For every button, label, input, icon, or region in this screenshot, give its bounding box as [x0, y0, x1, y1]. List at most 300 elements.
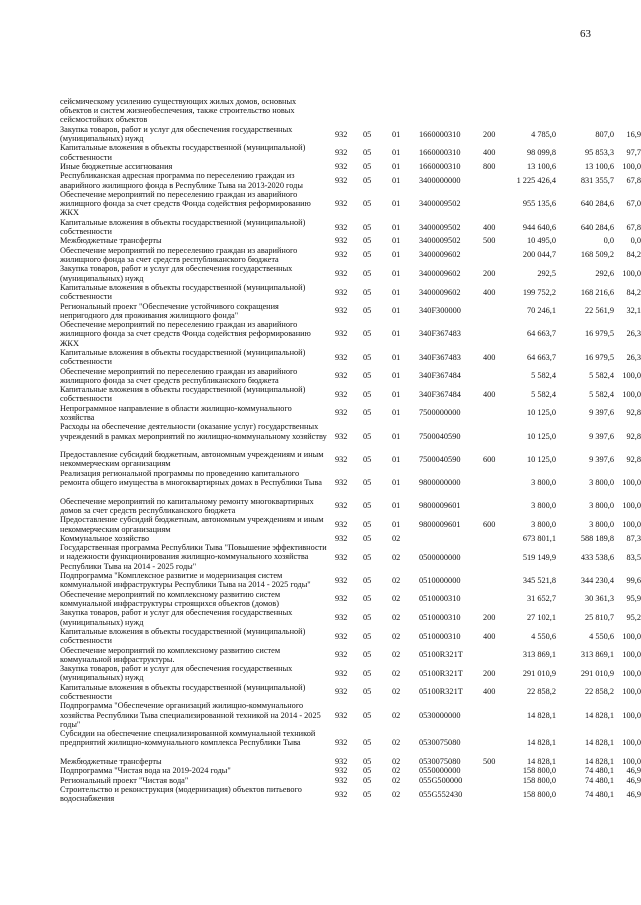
table-row	[60, 468, 641, 497]
cell-csr: 340F367483	[419, 329, 461, 339]
cell-name: Закупка товаров, работ и услуг для обеспечения государственных (муниципальных) нужд	[60, 608, 293, 627]
cell-sub: 02	[392, 612, 401, 622]
cell-adm: 932	[335, 687, 348, 697]
cell-vr: 800	[483, 162, 496, 172]
cell-fact: 74 480,1	[584, 775, 614, 785]
table-row	[60, 766, 641, 776]
cell-name: Обеспечение мероприятий по переселению граждан из аварийного жилищного фонда за счет средств Фонда содействия реформированию ЖКХ	[60, 189, 311, 218]
cell-adm: 932	[335, 250, 348, 260]
cell-adm: 932	[335, 789, 348, 799]
table-row	[60, 320, 641, 348]
cell-adm: 932	[335, 575, 348, 585]
cell-csr: 05100R321T	[419, 668, 463, 678]
cell-name: Обеспечение мероприятий по переселению граждан из аварийного жилищного фонда за счет средств республиканского бюджета	[60, 366, 298, 385]
cell-name: Коммунальное хозяйство	[60, 533, 150, 543]
cell-sec: 05	[363, 129, 372, 139]
cell-fact: 22 561,9	[584, 306, 614, 316]
cell-sec: 05	[363, 631, 372, 641]
cell-fact: 14 828,1	[584, 710, 614, 720]
cell-vr: 400	[483, 687, 496, 697]
cell-sec: 05	[363, 533, 372, 543]
cell-vr: 500	[483, 757, 496, 767]
cell-pct: 100,0	[622, 268, 641, 278]
cell-adm: 932	[335, 631, 348, 641]
cell-sec: 05	[363, 668, 372, 678]
table-row	[60, 589, 641, 609]
cell-csr: 1660000310	[419, 148, 461, 158]
cell-csr: 3400009502	[419, 236, 461, 246]
cell-vr: 200	[483, 129, 496, 139]
cell-sec: 05	[363, 575, 372, 585]
cell-sub: 01	[392, 129, 401, 139]
cell-csr: 9800009601	[419, 520, 461, 529]
cell-sub: 01	[392, 454, 401, 464]
cell-csr: 7500040590	[419, 454, 461, 464]
cell-adm: 932	[335, 650, 348, 660]
table-row	[60, 162, 641, 172]
cell-pct: 95,2	[626, 612, 641, 622]
cell-adm: 932	[335, 236, 348, 246]
cell-fact: 14 828,1	[584, 738, 614, 748]
cell-fact: 291 010,9	[580, 668, 614, 678]
cell-adm: 932	[335, 552, 348, 562]
cell-csr: 3400009502	[419, 222, 461, 232]
cell-csr: 055G552430	[419, 789, 463, 799]
cell-adm: 932	[335, 668, 348, 678]
cell-sec: 05	[363, 478, 372, 488]
table-row	[60, 143, 641, 162]
cell-adm: 932	[335, 520, 348, 529]
cell-pct: 100,0	[622, 501, 641, 511]
cell-name: Закупка товаров, работ и услуг для обеспечения государственных (муниципальных) нужд	[60, 124, 293, 144]
cell-name: Капитальные вложения в объекты государственной (муниципальной) собственности	[60, 682, 306, 701]
cell-adm: 932	[335, 287, 348, 297]
cell-adm: 932	[335, 501, 348, 511]
cell-name: Подпрограмма "Обеспечение организаций жилищно-коммунального хозяйства Республики Тыва специализированной техникой на 2014 - 2025 годы"	[60, 701, 321, 729]
cell-fact: 5 582,4	[589, 389, 614, 399]
cell-pct: 0,0	[630, 236, 641, 246]
cell-sub: 01	[392, 501, 401, 511]
cell-sub: 01	[392, 162, 401, 172]
cell-csr: 055G500000	[419, 775, 463, 785]
cell-plan: 158 800,0	[522, 766, 556, 776]
cell-sub: 01	[392, 408, 401, 418]
cell-sub: 02	[392, 757, 401, 767]
cell-csr: 7500040590	[419, 431, 461, 441]
cell-pct: 100,0	[622, 371, 641, 381]
cell-sec: 05	[363, 148, 372, 158]
cell-fact: 9 397,6	[589, 454, 614, 464]
cell-plan: 64 663,7	[526, 329, 556, 339]
cell-vr: 500	[483, 236, 496, 246]
cell-fact: 25 810,7	[584, 612, 614, 622]
cell-csr: 3400000000	[419, 176, 461, 186]
cell-name: Республиканская адресная программа по переселению граждан из аварийного жилищного фонда в Республике Тыва на 2013-2020 годы	[60, 171, 303, 190]
cell-plan: 4 785,0	[531, 129, 556, 139]
cell-csr: 0550000000	[419, 766, 461, 776]
table-row	[60, 729, 641, 757]
table-row	[60, 682, 641, 702]
cell-name: Капитальные вложения в объекты государственной (муниципальной) собственности	[60, 217, 306, 237]
cell-name: Государственная программа Республики Тыва "Повышение эффективности и надежности функционирования жилищно-коммунального хозяйства Республики Тыва на 2014 - 2025 годы"	[60, 543, 327, 571]
cell-name: Капитальные вложения в объекты государственной (муниципальной) собственности	[60, 385, 306, 404]
cell-plan: 10 495,0	[526, 236, 556, 246]
cell-sec: 05	[363, 501, 372, 511]
table-row	[60, 626, 641, 646]
cell-sub: 02	[392, 775, 401, 785]
cell-name: Региональный проект "Обеспечение устойчивого сокращения непригодного для проживания жилищного фонда"	[60, 301, 279, 320]
cell-pct: 100,0	[622, 668, 641, 678]
table-row	[60, 543, 641, 571]
cell-fact: 74 480,1	[584, 766, 614, 776]
cell-csr: 3400009602	[419, 268, 461, 278]
cell-csr: 7500000000	[419, 408, 461, 418]
cell-name: Обеспечение мероприятий по переселению граждан из аварийного жилищного фонда за счет средств Фонда содействия реформированию ЖКХ	[60, 320, 311, 348]
cell-sub: 02	[392, 594, 401, 604]
cell-sec: 05	[363, 222, 372, 232]
cell-adm: 932	[335, 306, 348, 316]
cell-csr: 05100R321T	[419, 687, 463, 697]
table-row	[60, 97, 620, 125]
cell-sub: 02	[392, 687, 401, 697]
cell-fact: 313 869,1	[580, 650, 614, 660]
cell-fact: 640 284,6	[580, 222, 614, 232]
cell-adm: 932	[335, 329, 348, 339]
cell-plan: 70 246,1	[526, 306, 556, 316]
cell-pct: 67,0	[626, 199, 641, 209]
cell-plan: 31 652,7	[526, 594, 556, 604]
cell-pct: 46,9	[626, 789, 641, 799]
cell-plan: 10 125,0	[526, 454, 556, 464]
cell-fact: 16 979,5	[584, 329, 614, 339]
cell-fact: 640 284,6	[580, 199, 614, 209]
table-row	[60, 775, 641, 785]
cell-name: сейсмическому усилению существующих жилых домов, основных объектов и систем жизнеобеспечения, также строительство новых сейсмостойких объектов	[60, 97, 297, 125]
cell-plan: 14 828,1	[526, 757, 556, 767]
cell-plan: 1 225 426,4	[516, 176, 556, 186]
cell-pct: 84,2	[626, 287, 641, 297]
cell-pct: 100,0	[622, 738, 641, 748]
cell-plan: 345 521,8	[522, 575, 556, 585]
cell-sec: 05	[363, 352, 372, 362]
cell-fact: 588 189,8	[580, 533, 614, 543]
cell-name: Региональный проект "Чистая вода"	[60, 775, 189, 785]
cell-name: Капитальные вложения в объекты государственной (муниципальной) собственности	[60, 348, 306, 367]
table-row	[60, 301, 641, 321]
cell-adm: 932	[335, 766, 348, 776]
cell-sub: 01	[392, 222, 401, 232]
cell-fact: 807,0	[595, 129, 614, 139]
cell-plan: 13 100,6	[526, 162, 556, 172]
cell-plan: 519 149,9	[522, 552, 556, 562]
cell-plan: 14 828,1	[526, 738, 556, 748]
cell-csr: 3400009502	[419, 199, 461, 209]
cell-vr: 600	[483, 520, 496, 529]
cell-sec: 05	[363, 757, 372, 767]
cell-fact: 168 216,6	[580, 287, 614, 297]
cell-sec: 05	[363, 710, 372, 720]
cell-pct: 67,8	[626, 176, 641, 186]
cell-adm: 932	[335, 389, 348, 399]
cell-sec: 05	[363, 650, 372, 660]
cell-pct: 100,0	[622, 520, 641, 529]
table-row	[60, 645, 641, 665]
cell-sec: 05	[363, 236, 372, 246]
cell-plan: 10 125,0	[526, 431, 556, 441]
cell-plan: 3 800,0	[531, 478, 556, 488]
cell-sub: 01	[392, 199, 401, 209]
cell-name: Обеспечение мероприятий по комплексному развитию систем коммунальной инфраструктуры.	[60, 645, 281, 664]
cell-sub: 02	[392, 575, 401, 585]
cell-fact: 3 800,0	[589, 501, 614, 511]
cell-sec: 05	[363, 738, 372, 748]
cell-adm: 932	[335, 710, 348, 720]
cell-csr: 3400009602	[419, 250, 461, 260]
cell-adm: 932	[335, 222, 348, 232]
cell-sec: 05	[363, 268, 372, 278]
cell-sec: 05	[363, 329, 372, 339]
cell-vr: 200	[483, 668, 496, 678]
cell-pct: 87,3	[626, 533, 641, 543]
cell-plan: 5 582,4	[531, 371, 556, 381]
cell-adm: 932	[335, 408, 348, 418]
cell-csr: 0510000310	[419, 612, 461, 622]
table-row	[60, 664, 641, 683]
cell-fact: 13 100,6	[584, 162, 614, 172]
cell-fact: 292,6	[595, 268, 614, 278]
cell-name: Непрограммное направление в области жилищно-коммунального хозяйства	[60, 403, 292, 422]
cell-plan: 158 800,0	[522, 775, 556, 785]
cell-sub: 01	[392, 478, 401, 488]
cell-pct: 100,0	[622, 631, 641, 641]
cell-adm: 932	[335, 757, 348, 767]
table-row	[60, 515, 641, 534]
cell-adm: 932	[335, 129, 348, 139]
table-row	[60, 701, 641, 729]
cell-csr: 0500000000	[419, 552, 461, 562]
cell-plan: 5 582,4	[531, 389, 556, 399]
cell-sub: 02	[392, 533, 401, 543]
cell-adm: 932	[335, 268, 348, 278]
cell-sec: 05	[363, 612, 372, 622]
cell-fact: 168 509,2	[580, 250, 614, 260]
cell-plan: 158 800,0	[522, 789, 556, 799]
cell-vr: 400	[483, 389, 496, 399]
cell-name: Закупка товаров, работ и услуг для обеспечения государственных (муниципальных) нужд	[60, 664, 293, 683]
cell-sec: 05	[363, 199, 372, 209]
cell-sec: 05	[363, 454, 372, 464]
cell-adm: 932	[335, 478, 348, 488]
cell-fact: 16 979,5	[584, 352, 614, 362]
cell-plan: 313 869,1	[522, 650, 556, 660]
cell-sec: 05	[363, 287, 372, 297]
cell-sub: 02	[392, 738, 401, 748]
cell-adm: 932	[335, 775, 348, 785]
cell-fact: 5 582,4	[589, 371, 614, 381]
cell-sec: 05	[363, 552, 372, 562]
cell-fact: 95 853,3	[584, 148, 614, 158]
cell-pct: 100,0	[622, 650, 641, 660]
cell-fact: 433 538,6	[580, 552, 614, 562]
cell-sec: 05	[363, 176, 372, 186]
cell-sub: 01	[392, 352, 401, 362]
cell-sec: 05	[363, 162, 372, 172]
cell-pct: 100,0	[622, 710, 641, 720]
cell-name: Подпрограмма "Чистая вода на 2019-2024 годы"	[60, 766, 231, 776]
cell-sub: 02	[392, 650, 401, 660]
cell-name: Капитальные вложения в объекты государственной (муниципальной) собственности	[60, 143, 306, 162]
cell-fact: 30 361,3	[584, 594, 614, 604]
cell-sub: 01	[392, 520, 401, 529]
cell-pct: 100,0	[622, 687, 641, 697]
cell-adm: 932	[335, 431, 348, 441]
table-row	[60, 189, 641, 218]
cell-sec: 05	[363, 687, 372, 697]
cell-sub: 01	[392, 148, 401, 158]
cell-csr: 0510000310	[419, 594, 461, 604]
cell-sub: 02	[392, 668, 401, 678]
cell-sub: 01	[392, 389, 401, 399]
cell-fact: 3 800,0	[589, 520, 614, 529]
cell-name: Межбюджетные трансферты	[60, 757, 162, 767]
table-row	[60, 496, 641, 516]
cell-adm: 932	[335, 162, 348, 172]
table-row	[60, 385, 641, 404]
cell-sub: 01	[392, 250, 401, 260]
cell-name: Капитальные вложения в объекты государственной (муниципальной) собственности	[60, 282, 306, 302]
cell-pct: 84,2	[626, 250, 641, 260]
cell-vr: 600	[483, 454, 496, 464]
cell-name: Закупка товаров, работ и услуг для обеспечения государственных (муниципальных) нужд	[60, 264, 293, 283]
cell-fact: 344 230,4	[580, 575, 614, 585]
table-row	[60, 533, 641, 543]
cell-sub: 01	[392, 329, 401, 339]
cell-sub: 01	[392, 176, 401, 186]
cell-sub: 02	[392, 766, 401, 776]
cell-sec: 05	[363, 775, 372, 785]
table-row	[60, 245, 641, 265]
cell-sub: 02	[392, 631, 401, 641]
cell-name: Обеспечение мероприятий по переселению граждан из аварийного жилищного фонда за счет средств республиканского бюджета	[60, 245, 298, 264]
cell-fact: 3 800,0	[589, 478, 614, 488]
cell-adm: 932	[335, 199, 348, 209]
cell-sec: 05	[363, 766, 372, 776]
table-row	[60, 784, 641, 804]
cell-pct: 92,8	[626, 408, 641, 418]
cell-plan: 944 640,6	[522, 222, 556, 232]
table-row	[60, 171, 641, 190]
cell-plan: 27 102,1	[526, 612, 556, 622]
cell-plan: 200 044,7	[522, 250, 556, 260]
cell-pct: 83,5	[626, 552, 641, 562]
cell-sub: 01	[392, 236, 401, 246]
cell-plan: 10 125,0	[526, 408, 556, 418]
table-row	[60, 366, 641, 386]
cell-pct: 67,8	[626, 222, 641, 232]
cell-fact: 4 550,6	[589, 631, 614, 641]
cell-csr: 0530000000	[419, 710, 461, 720]
cell-sec: 05	[363, 389, 372, 399]
cell-vr: 400	[483, 352, 496, 362]
cell-fact: 74 480,1	[584, 789, 614, 799]
cell-fact: 22 858,2	[584, 687, 614, 697]
cell-adm: 932	[335, 371, 348, 381]
table-row	[60, 217, 641, 237]
cell-plan: 3 800,0	[531, 520, 556, 529]
cell-pct: 92,8	[626, 454, 641, 464]
cell-pct: 100,0	[622, 162, 641, 172]
cell-sub: 01	[392, 268, 401, 278]
cell-name: Реализация региональной программы по проведению капитального ремонта общего имущества в многоквартирных домах в Республики Тыва	[60, 468, 322, 488]
cell-sec: 05	[363, 594, 372, 604]
cell-vr: 400	[483, 148, 496, 158]
cell-adm: 932	[335, 594, 348, 604]
cell-adm: 932	[335, 148, 348, 158]
cell-plan: 3 800,0	[531, 501, 556, 511]
cell-name: Предоставление субсидий бюджетным, автономным учреждениям и иным некоммерческим организациям	[60, 450, 324, 469]
cell-plan: 673 801,1	[522, 533, 556, 543]
cell-sub: 02	[392, 710, 401, 720]
cell-plan: 291 010,9	[522, 668, 556, 678]
cell-fact: 9 397,6	[589, 431, 614, 441]
table-row	[60, 757, 641, 767]
cell-adm: 932	[335, 454, 348, 464]
cell-vr: 200	[483, 612, 496, 622]
cell-pct: 32,1	[626, 306, 641, 316]
cell-csr: 0530075080	[419, 757, 461, 767]
cell-name: Предоставление субсидий бюджетным, автономным учреждениям и иным некоммерческим организациям	[60, 515, 324, 534]
cell-sub: 02	[392, 789, 401, 799]
cell-sub: 01	[392, 371, 401, 381]
cell-plan: 14 828,1	[526, 710, 556, 720]
table-row	[60, 403, 641, 423]
table-row	[60, 124, 641, 144]
cell-adm: 932	[335, 612, 348, 622]
cell-csr: 3400009602	[419, 287, 461, 297]
page-number: 63	[580, 28, 591, 40]
cell-csr: 0510000310	[419, 631, 461, 641]
table-row	[60, 571, 641, 590]
cell-vr: 400	[483, 222, 496, 232]
cell-fact: 14 828,1	[584, 757, 614, 767]
cell-pct: 26,3	[626, 352, 641, 362]
cell-name: Обеспечение мероприятий по комплексному развитию систем коммунальной инфраструктуры строящихся объектов (домов)	[60, 589, 281, 608]
cell-vr: 400	[483, 287, 496, 297]
cell-csr: 05100R321T	[419, 650, 463, 660]
cell-sec: 05	[363, 250, 372, 260]
cell-sec: 05	[363, 306, 372, 316]
budget-table	[60, 97, 641, 804]
cell-sec: 05	[363, 431, 372, 441]
cell-sub: 01	[392, 287, 401, 297]
cell-vr: 400	[483, 631, 496, 641]
cell-csr: 0510000000	[419, 575, 461, 585]
table-row	[60, 608, 641, 627]
table-row	[60, 450, 641, 469]
table-row	[60, 348, 641, 367]
cell-sec: 05	[363, 371, 372, 381]
table-row	[60, 282, 641, 302]
cell-fact: 0,0	[603, 236, 614, 246]
cell-pct: 46,9	[626, 766, 641, 776]
cell-adm: 932	[335, 176, 348, 186]
cell-csr: 1660000310	[419, 162, 461, 172]
cell-vr: 200	[483, 268, 496, 278]
cell-pct: 97,7	[626, 148, 641, 158]
cell-fact: 831 355,7	[580, 176, 614, 186]
cell-pct: 16,9	[626, 129, 641, 139]
cell-csr: 340F367484	[419, 389, 461, 399]
